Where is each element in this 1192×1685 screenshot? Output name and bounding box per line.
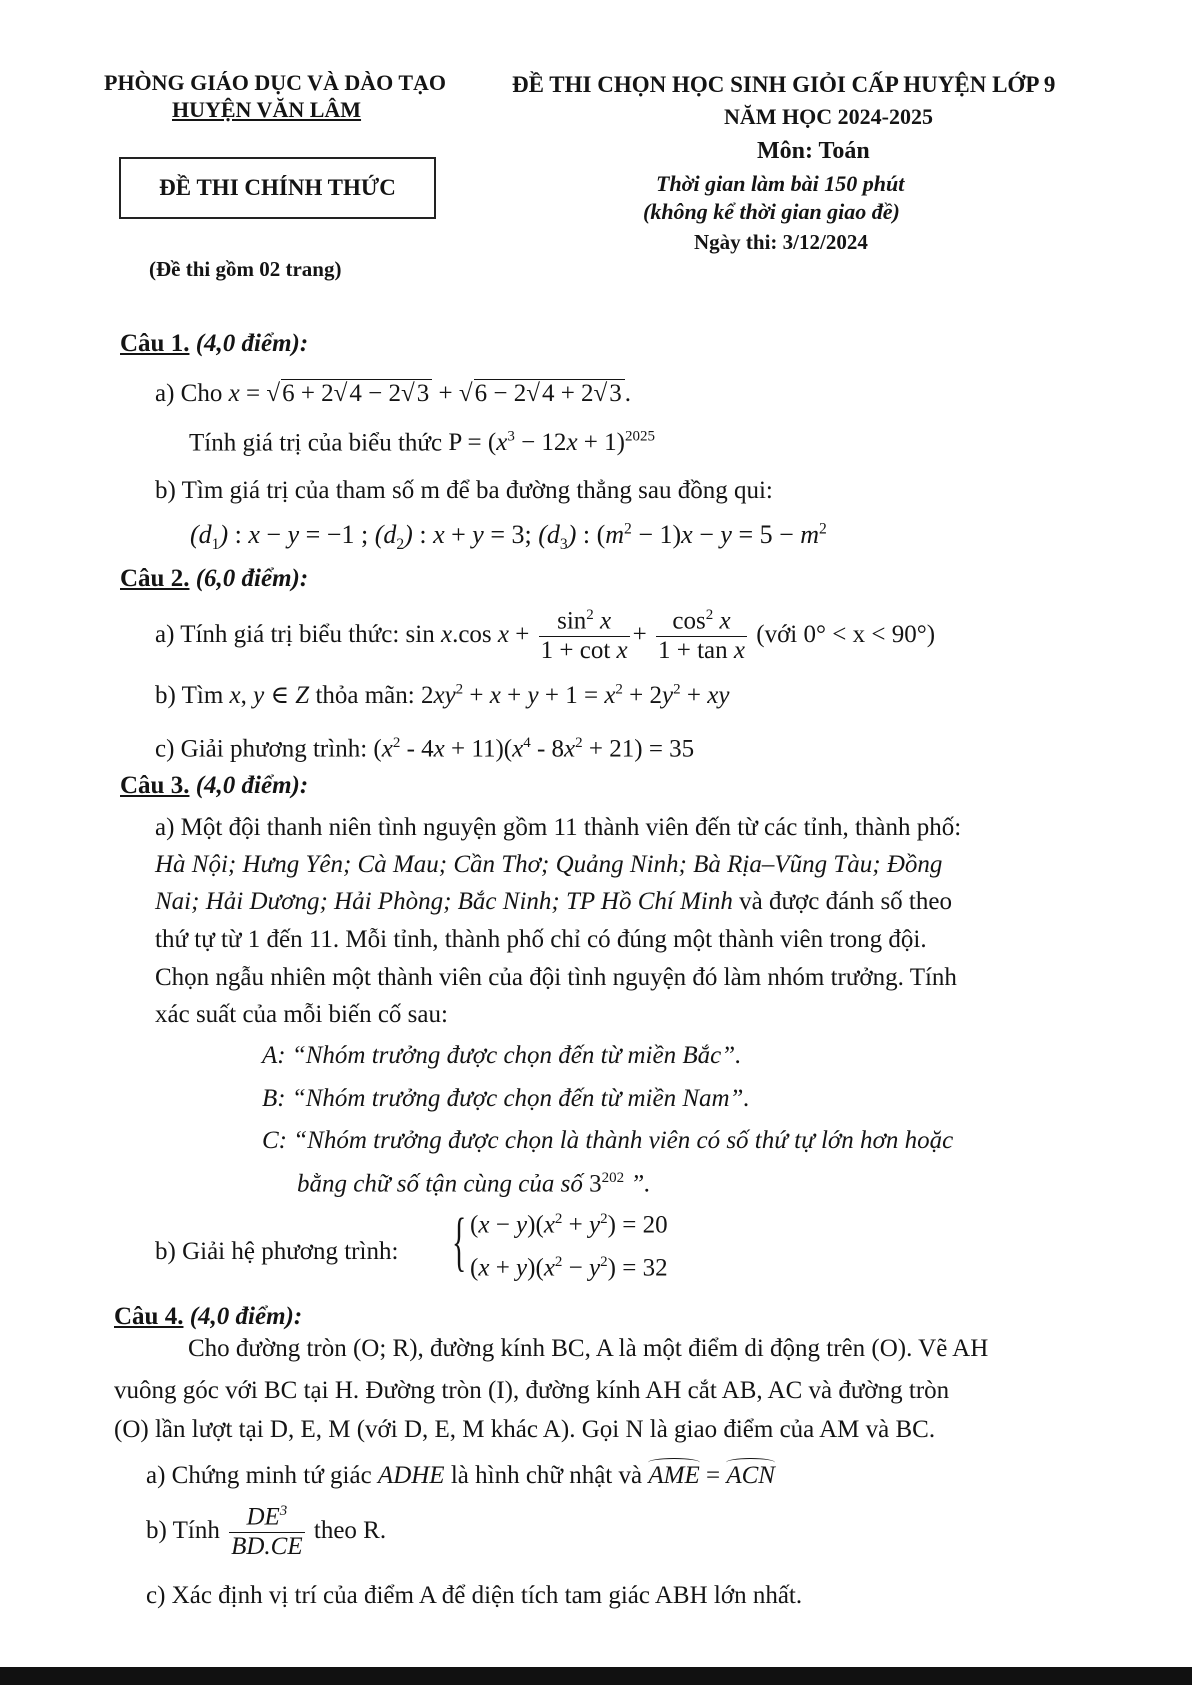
question-4-line-2: vuông góc với BC tại H. Đường tròn (I), đường kính AH cắt AB, AC và đường tròn — [114, 1377, 950, 1404]
angle-ame: AME — [648, 1458, 699, 1490]
question-4b-text: b) Tính — [146, 1517, 220, 1545]
question-4-line-1: Cho đường tròn (O; R), đường kính BC, A là một điểm di động trên (O). Vẽ AH — [188, 1335, 989, 1362]
question-4a-mid: là hình chữ nhật và — [450, 1462, 643, 1489]
question-3a-line-6: xác suất của mỗi biến cố sau: — [155, 1001, 448, 1028]
question-1a — [155, 380, 631, 408]
question-2b: b) Tìm x, y ∈ Z thỏa mãn: $2xy^2 + x + y + 1 = x^2 + 2y^2$ + xy — [155, 681, 730, 709]
question-3a-line-2: Hà Nội; Hưng Yên; Cà Mau; Cần Thơ; Quảng Ninh; Bà Rịa–Vũng Tàu; Đồng — [155, 851, 943, 878]
question-2-label: Câu 2. — [120, 565, 190, 592]
department-name: PHÒNG GIÁO DỤC VÀ DÀO TẠO — [104, 70, 447, 95]
question-3b: b) Giải hệ phương trình: — [155, 1238, 399, 1265]
exam-title: ĐỀ THI CHỌN HỌC SINH GIỎI CẤP HUYỆN LỚP 9 — [512, 72, 1056, 97]
question-3-points: (4,0 điểm): — [195, 772, 309, 799]
question-3-label: Câu 3. — [120, 772, 190, 799]
pages-note: (Đề thi gồm 02 trang) — [149, 257, 342, 281]
question-4-line-3: (O) lần lượt tại D, E, M (với D, E, M khác A). Gọi N là giao điểm của AM và BC. — [114, 1416, 936, 1443]
question-1-points: (4,0 điểm): — [195, 330, 309, 357]
question-4-title — [114, 1303, 302, 1331]
formula-p: $P = (x^3 - 12x + 1)^{2025}$ — [448, 429, 655, 457]
subject: Môn: Toán — [757, 138, 870, 164]
exam-date: Ngày thi: 3/12/2024 — [694, 230, 868, 254]
question-2b-satisfy: thỏa mãn: — [315, 682, 415, 709]
event-c-line-1: C: “Nhóm trưởng được chọn là thành viên có số thứ tự lớn hơn hoặc — [262, 1127, 954, 1154]
official-exam-label: ĐỀ THI CHÍNH THỨC — [159, 175, 396, 200]
question-3a-provinces: Nai; Hải Dương; Hải Phòng; Bắc Ninh; TP Hồ Chí Minh — [155, 888, 733, 915]
question-4-label: Câu 4. — [114, 1303, 184, 1330]
angle-acn: ACN — [726, 1458, 775, 1490]
question-4c: c) Xác định vị trí của điểm A để diện tích tam giác ABH lớn nhất. — [146, 1582, 803, 1609]
question-2-title — [120, 565, 308, 593]
question-3a-line-4: thứ tự từ 1 đến 11. Mỗi tỉnh, thành phố chỉ có đúng một thành viên trong đội. — [155, 926, 927, 953]
event-a: A: “Nhóm trưởng được chọn đến từ miền Bắc”. — [262, 1042, 742, 1069]
question-4-points: (4,0 điểm): — [189, 1303, 303, 1330]
question-1a-prefix: a) Cho — [155, 380, 223, 407]
question-1a-compute — [189, 429, 655, 457]
system-equation-1: $(x - y)(x^2 + y^2) = 20$ — [470, 1211, 668, 1239]
district-name: HUYỆN VĂN LÂM — [172, 97, 362, 122]
question-3a-line-1: a) Một đội thanh niên tình nguyện gồm 11 thành viên đến từ các tỉnh, thành phố: — [155, 814, 962, 841]
event-c-line-2: bằng chữ số tận cùng của số $3^{202}$ ”. — [297, 1170, 651, 1198]
formula-x: x = √6 + 2√4 − 2√3 + √6 − 2√4 + 2√3 . — [228, 380, 632, 407]
duration-note: (không kể thời gian giao đề) — [643, 199, 900, 224]
question-2a — [155, 607, 935, 666]
question-4a-text: a) Chứng minh tứ giác — [146, 1462, 372, 1489]
question-2c: c) Giải phương trình: $(x^2 - 4x + 11)(x^4 - 8x^2 + 21) = 35$ — [155, 735, 695, 763]
question-3a-line-3-rest: và được đánh số theo — [732, 888, 952, 915]
question-3a-line-5: Chọn ngẫu nhiên một thành viên của đội tình nguyện đó làm nhóm trưởng. Tính — [155, 964, 957, 991]
question-2a-condition: (với 0° < x < 90°) — [756, 621, 936, 649]
question-4a: a) Chứng minh tứ giác ADHE là hình chữ nhật và AME = ACN — [146, 1458, 775, 1490]
system-equation-2: $(x + y)(x^2 - y^2) = 32$ — [470, 1254, 668, 1282]
event-b: B: “Nhóm trưởng được chọn đến từ miền Nam”. — [262, 1085, 750, 1112]
school-year: NĂM HỌC 2024-2025 — [724, 104, 933, 129]
question-3a-line-3 — [155, 888, 952, 916]
question-1a-compute-text: Tính giá trị của biểu thức — [189, 429, 443, 457]
question-2a-text: a) Tính giá trị biểu thức: — [155, 621, 400, 649]
formula-trig: sin x.cos x + $\frac{\sin^2 x}{\text{1 + cot x}}$ + $\frac{\cos^2 x}{\text{1 + tan x}}$ — [405, 607, 746, 665]
lines-d1-d2-d3: $(d_1)$ : x − y = −1 ; $(d_2)$ : x + y = 3; $(d_3)$ : $(m^2 - 1)x - y = 5 - m^2$ — [190, 520, 827, 554]
question-2-points: (6,0 điểm): — [195, 565, 309, 592]
question-4b — [146, 1503, 386, 1562]
question-2b-text: b) Tìm — [155, 682, 224, 709]
question-1-title — [120, 330, 308, 358]
official-exam-box — [119, 157, 436, 219]
question-4b-rest: theo R. — [313, 1517, 387, 1545]
exam-duration: Thời gian làm bài 150 phút — [656, 171, 905, 196]
question-2c-text: c) Giải phương trình: — [155, 735, 368, 763]
scan-bottom-edge — [0, 1667, 1192, 1685]
question-1-label: Câu 1. — [120, 330, 190, 357]
fraction-de3-bdce: $\frac{DE^3}{BD.CE}$ — [231, 1503, 303, 1561]
system-brace: { — [452, 1205, 467, 1278]
question-3-title — [120, 772, 308, 800]
event-c-text: bằng chữ số tận cùng của số — [297, 1170, 583, 1198]
question-1b: b) Tìm giá trị của tham số m để ba đường thẳng sau đồng qui: — [155, 477, 773, 504]
